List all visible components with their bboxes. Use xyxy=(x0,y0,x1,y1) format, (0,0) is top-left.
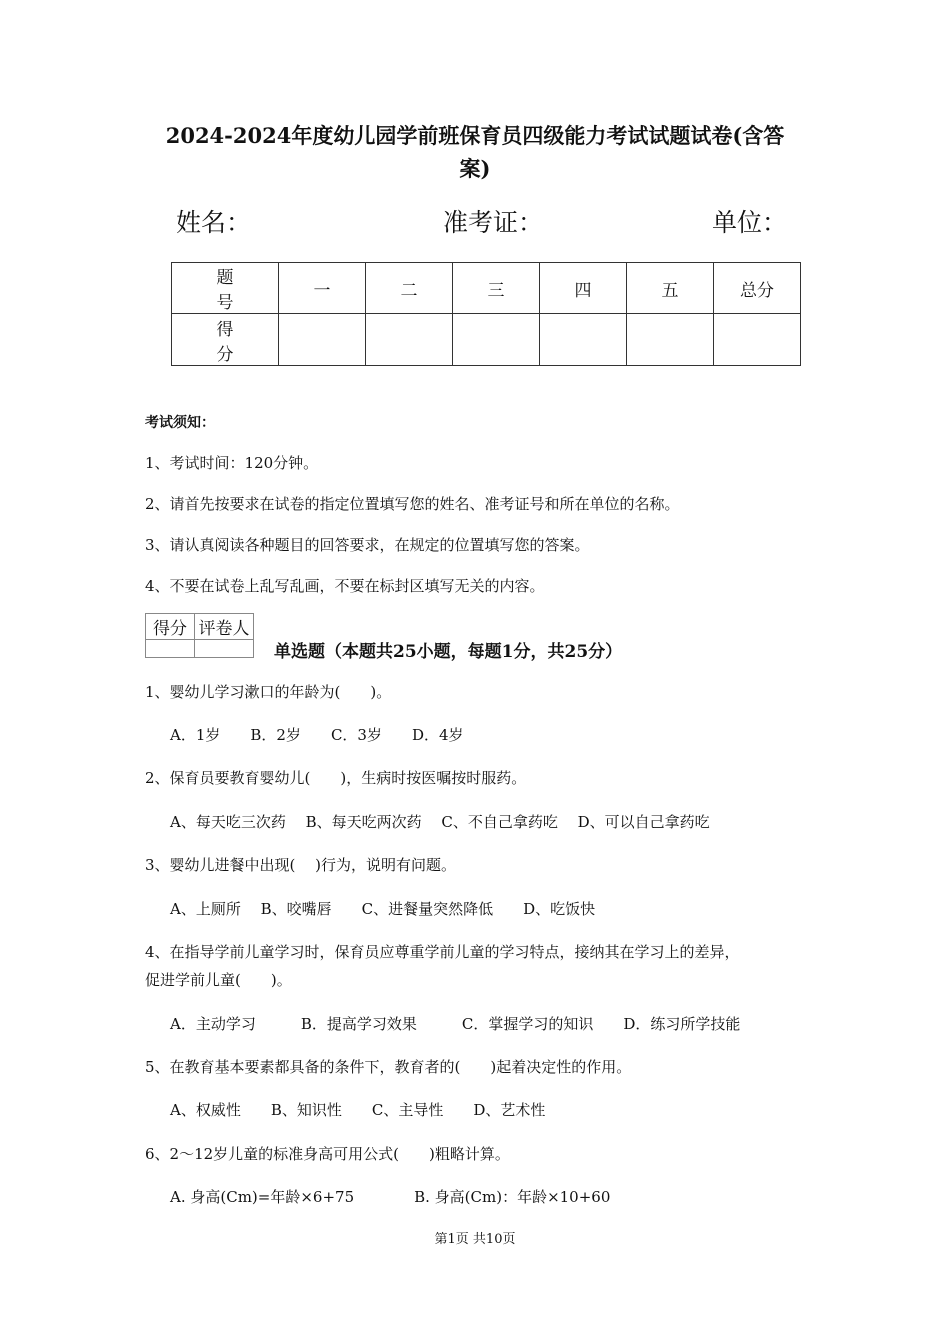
score-table-header-cell: 三 xyxy=(453,263,540,314)
question-text: 2、保育员要教育婴幼儿( )，生病时按医嘱按时服药。 xyxy=(145,769,527,787)
question-text: 3、婴幼儿进餐中出现( )行为，说明有问题。 xyxy=(145,856,457,874)
grader-box-score-cell[interactable] xyxy=(146,640,195,658)
question-options: A、每天吃三次药 B、每天吃两次药 C、不自己拿药吃 D、可以自己拿药吃 xyxy=(170,813,710,831)
grader-box-grader-cell[interactable] xyxy=(195,640,254,658)
score-table-header-cell: 二 xyxy=(366,263,453,314)
question-options: A. 身高(Cm)=年龄×6+75 B. 身高(Cm)：年龄×10+60 xyxy=(170,1188,611,1206)
question-text: 4、在指导学前儿童学习时，保育员应尊重学前儿童的学习特点，接纳其在学习上的差异， xyxy=(145,943,740,961)
notice-item: 2、请首先按要求在试卷的指定位置填写您的姓名、准考证号和所在单位的名称。 xyxy=(145,495,680,513)
score-table-header-cell: 总分 xyxy=(714,263,801,314)
notice-item: 3、请认真阅读各种题目的回答要求，在规定的位置填写您的答案。 xyxy=(145,536,590,554)
grader-box-score-label: 得分 xyxy=(146,614,195,640)
score-cell[interactable] xyxy=(540,314,627,366)
unit-field-label: 单位： xyxy=(712,208,788,237)
question-options: A．1岁 B．2岁 C．3岁 D．4岁 xyxy=(170,726,464,744)
question-text: 6、2～12岁儿童的标准身高可用公式( )粗略计算。 xyxy=(145,1145,510,1163)
score-cell[interactable] xyxy=(366,314,453,366)
document-title-line1: 2024-2024年度幼儿园学前班保育员四级能力考试试题试卷(含答 xyxy=(165,123,785,148)
score-table xyxy=(171,262,801,366)
score-cell[interactable] xyxy=(453,314,540,366)
score-table-row-label: 得 分 xyxy=(172,314,279,366)
section-title: 单选题（本题共25小题，每题1分，共25分） xyxy=(274,642,623,662)
question-options: A、权威性 B、知识性 C、主导性 D、艺术性 xyxy=(170,1101,546,1119)
score-cell[interactable] xyxy=(714,314,801,366)
score-table-header-cell: 四 xyxy=(540,263,627,314)
score-table-header-cell: 题 号 xyxy=(172,263,279,314)
notice-item: 4、不要在试卷上乱写乱画，不要在标封区填写无关的内容。 xyxy=(145,577,545,595)
question-options: A、上厕所 B、咬嘴唇 C、进餐量突然降低 D、吃饭快 xyxy=(170,900,596,918)
question-text: 5、在教育基本要素都具备的条件下，教育者的( )起着决定性的作用。 xyxy=(145,1058,632,1076)
score-table-header-cell: 五 xyxy=(627,263,714,314)
name-field-label: 姓名： xyxy=(176,208,252,237)
grader-box xyxy=(145,613,254,658)
question-options: A．主动学习 B．提高学习效果 C．掌握学习的知识 D．练习所学技能 xyxy=(170,1015,741,1033)
score-table-header-cell: 一 xyxy=(279,263,366,314)
score-cell[interactable] xyxy=(279,314,366,366)
exam-id-field-label: 准考证： xyxy=(443,208,544,237)
question-text: 1、婴幼儿学习漱口的年龄为( )。 xyxy=(145,683,392,701)
notice-heading: 考试须知： xyxy=(145,415,215,431)
grader-box-grader-label: 评卷人 xyxy=(195,614,254,640)
question-text-continued: 促进学前儿童( )。 xyxy=(145,971,292,989)
page-footer: 第1页 共10页 xyxy=(434,1232,516,1247)
notice-item: 1、考试时间：120分钟。 xyxy=(145,454,319,472)
score-table-score-row xyxy=(172,314,801,366)
document-title-line2: 案) xyxy=(459,156,491,181)
score-table-header-row xyxy=(172,263,801,314)
score-cell[interactable] xyxy=(627,314,714,366)
